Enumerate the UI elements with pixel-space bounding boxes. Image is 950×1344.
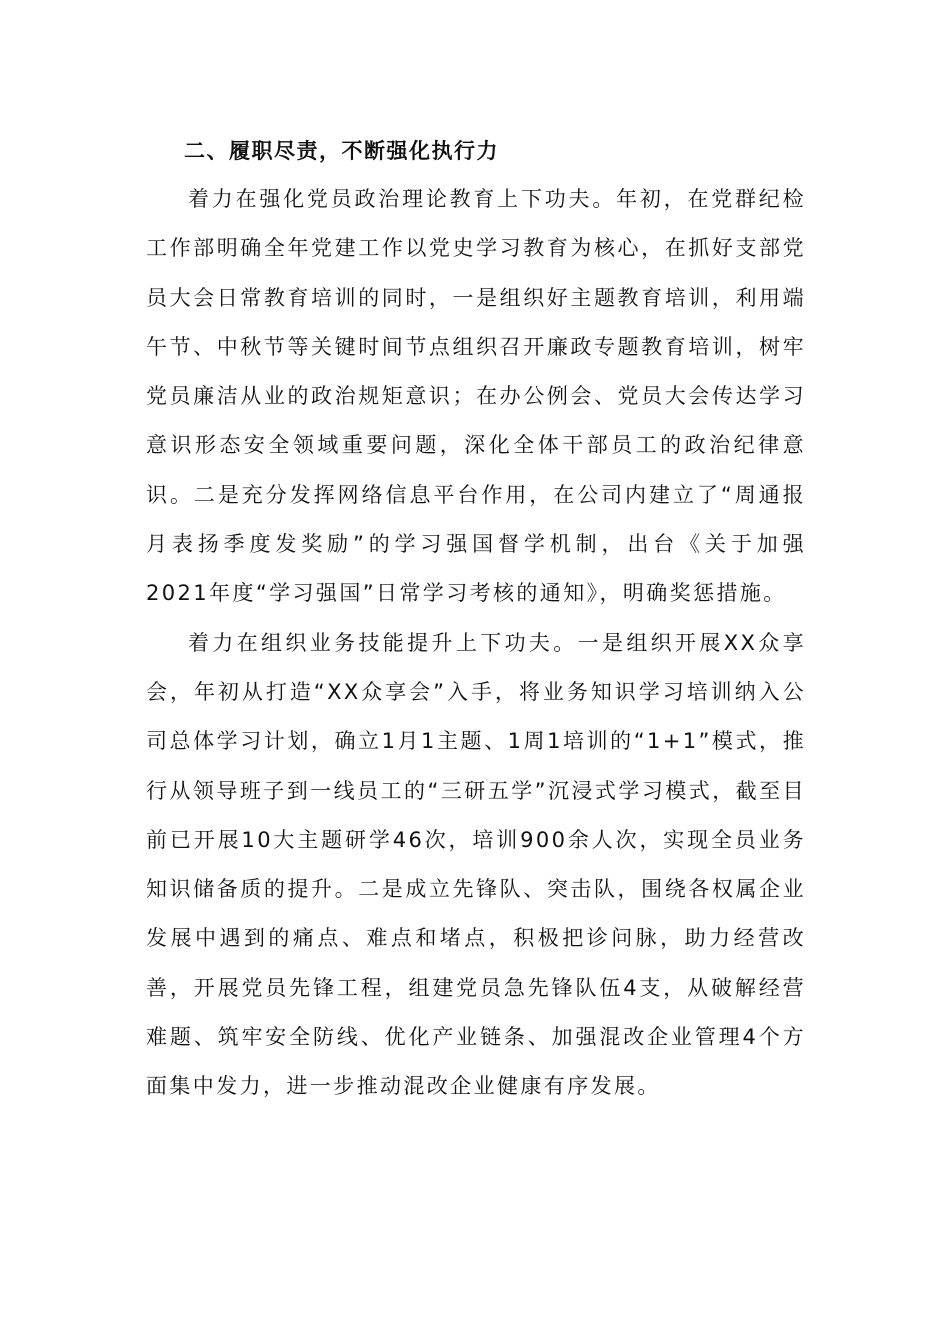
paragraph-political-education: 着力在强化党员政治理论教育上下功夫。年初，在党群纪检工作部明确全年党建工作以党史学习教育为核心，在抓好支部党员大会日常教育培训的同时，一是组织好主题教育培训，利用端午节、中秋节等关键时间节点组织召开廉政专题教育培训，树牢党员廉洁从业的政治规矩意识；在办公例会、党员大会传达学习意识形态安全领域重要问题，深化全体干部员工的政治纪律意识。二是充分发挥网络信息平台作用，在公司内建立了“周通报月表扬季度发奖励”的学习强国督学机制，出台《关于加强2021年度“学习强国”日常学习考核的通知》，明确奖惩措施。 <box>146 187 806 606</box>
section-heading: 二、履职尽责，不断强化执行力 <box>184 139 499 163</box>
document-body <box>146 128 806 1112</box>
paragraph-business-skills: 着力在组织业务技能提升上下功夫。一是组织开展XX众享会，年初从打造“XX众享会”入手，将业务知识学习培训纳入公司总体学习计划，确立1月1主题、1周1培训的“1+1”模式，推行从领导班子到一线员工的“三研五学”沉浸式学习模式，截至目前已开展10大主题研学46次，培训900余人次，实现全员业务知识储备质的提升。二是成立先锋队、突击队，围绕各权属企业发展中遇到的痛点、难点和堵点，积极把诊问脉，助力经营改善，开展党员先锋工程，组建党员急先锋队伍4支，从破解经营难题、筑牢安全防线、优化产业链条、加强混改企业管理4个方面集中发力，进一步推动混改企业健康有序发展。 <box>146 630 806 1099</box>
